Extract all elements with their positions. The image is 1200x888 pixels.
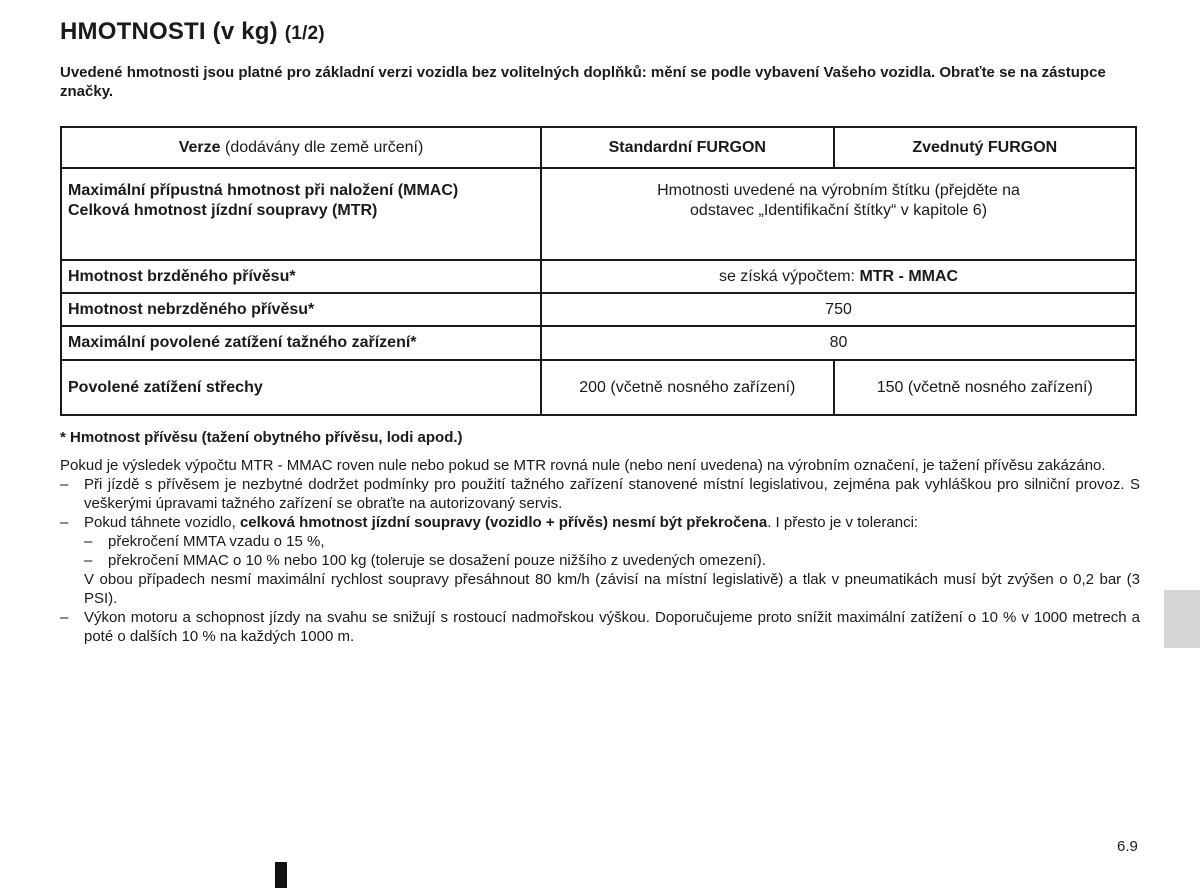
- page-number: 6.9: [1117, 838, 1138, 855]
- value-prefix: se získá výpočtem:: [718, 267, 855, 285]
- paragraph: Pokud je výsledek výpočtu MTR - MMAC roven nule nebo pokud se MTR rovná nule (nebo není uvedena) na výrobním označení, je tažení přívěsu zakázáno.: [60, 457, 1106, 474]
- sub-bullet-item: – překročení MMTA vzadu o 15 %,: [60, 532, 1140, 551]
- intro-text: Uvedené hmotnosti jsou platné pro základní verzi vozidla bez volitelných doplňků: mění se podle vybavení Vašeho vozidla. Obraťte se na zástupce značky.: [60, 64, 1106, 100]
- row-value-roof-raised: 150 (včetně nosného zařízení): [834, 360, 1136, 415]
- bullet-text-suffix: . I přesto je v toleranci:: [767, 514, 919, 531]
- bottom-edge-marker: [275, 862, 287, 888]
- table-row: [61, 360, 1136, 415]
- header-version: [61, 127, 541, 168]
- bullet-item: [60, 513, 1140, 532]
- value-line-2: odstavec „Identifikační štítky“ v kapitole 6): [690, 202, 988, 219]
- row-value-towbar-load: 80: [541, 326, 1136, 360]
- row-label-mmac-mtr: [61, 168, 541, 260]
- table-row: [61, 326, 1136, 360]
- row-value-roof-standard: 200 (včetně nosného zařízení): [541, 360, 833, 415]
- bullet-item: – Při jízdě s přívěsem je nezbytné dodržet podmínky pro použití tažného zařízení stanovené místní legislativou, zejména pak vyhláškou pro silniční provoz. S veškerými úpravami tažného zařízení se obraťte na autorizovaný servis.: [60, 475, 1140, 513]
- bullet-item: – Výkon motoru a schopnost jízdy na svahu se snižují s rostoucí nadmořskou výškou. Doporučujeme proto snížit maximální zatížení o 10 % v 1000 metrech a poté o dalších 10 % na každých 1000 m.: [60, 608, 1140, 646]
- header-version-note: (dodávány dle země určení): [224, 138, 424, 156]
- header-version-label: Verze: [178, 138, 221, 156]
- header-raised-furgon: Zvednutý FURGON: [834, 127, 1136, 168]
- bullet-note: V obou případech nesmí maximální rychlost soupravy přesáhnout 80 km/h (závisí na místní legislativě) a tlak v pneumatikách musí být zvýšen o 0,2 bar (3 PSI).: [84, 571, 1140, 607]
- label-mtr: Celková hmotnost jízdní soupravy (MTR): [68, 202, 378, 219]
- page-title: [60, 18, 325, 46]
- sub-bullet-item: – překročení MMAC o 10 % nebo 100 kg (toleruje se dosažení pouze nižšího z uvedených omezení).: [60, 551, 1140, 570]
- label-mmac: Maximální přípustná hmotnost při naložení (MMAC): [68, 182, 459, 199]
- value-line-1: Hmotnosti uvedené na výrobním štítku (přejděte na: [657, 182, 1020, 199]
- bullet-text-bold: celková hmotnost jízdní soupravy (vozidlo + přívěs) nesmí být překročena: [239, 514, 768, 531]
- table-footnote: * Hmotnost přívěsu (tažení obytného přívěsu, lodi apod.): [60, 429, 463, 446]
- table-row: [61, 293, 1136, 326]
- weights-table: [60, 126, 1137, 416]
- row-value-braked-trailer: [541, 260, 1136, 293]
- row-label-unbraked-trailer: Hmotnost nebrzděného přívěsu*: [61, 293, 541, 326]
- row-value-unbraked-trailer: 750: [541, 293, 1136, 326]
- bullet-text-prefix: Pokud táhnete vozidlo,: [84, 514, 236, 531]
- row-label-braked-trailer: Hmotnost brzděného přívěsu*: [61, 260, 541, 293]
- body-text: [60, 456, 1140, 646]
- title-part: (1/2): [284, 23, 325, 44]
- chapter-tab-marker: [1164, 590, 1200, 648]
- table-header-row: [61, 127, 1136, 168]
- table-row: [61, 168, 1136, 260]
- row-label-towbar-load: Maximální povolené zatížení tažného zařízení*: [61, 326, 541, 360]
- row-label-roof-load: Povolené zatížení střechy: [61, 360, 541, 415]
- title-main: HMOTNOSTI (v kg): [60, 18, 278, 45]
- value-formula: MTR - MMAC: [859, 267, 959, 285]
- header-standard-furgon: Standardní FURGON: [541, 127, 833, 168]
- row-value-mmac-mtr: [541, 168, 1136, 260]
- table-row: [61, 260, 1136, 293]
